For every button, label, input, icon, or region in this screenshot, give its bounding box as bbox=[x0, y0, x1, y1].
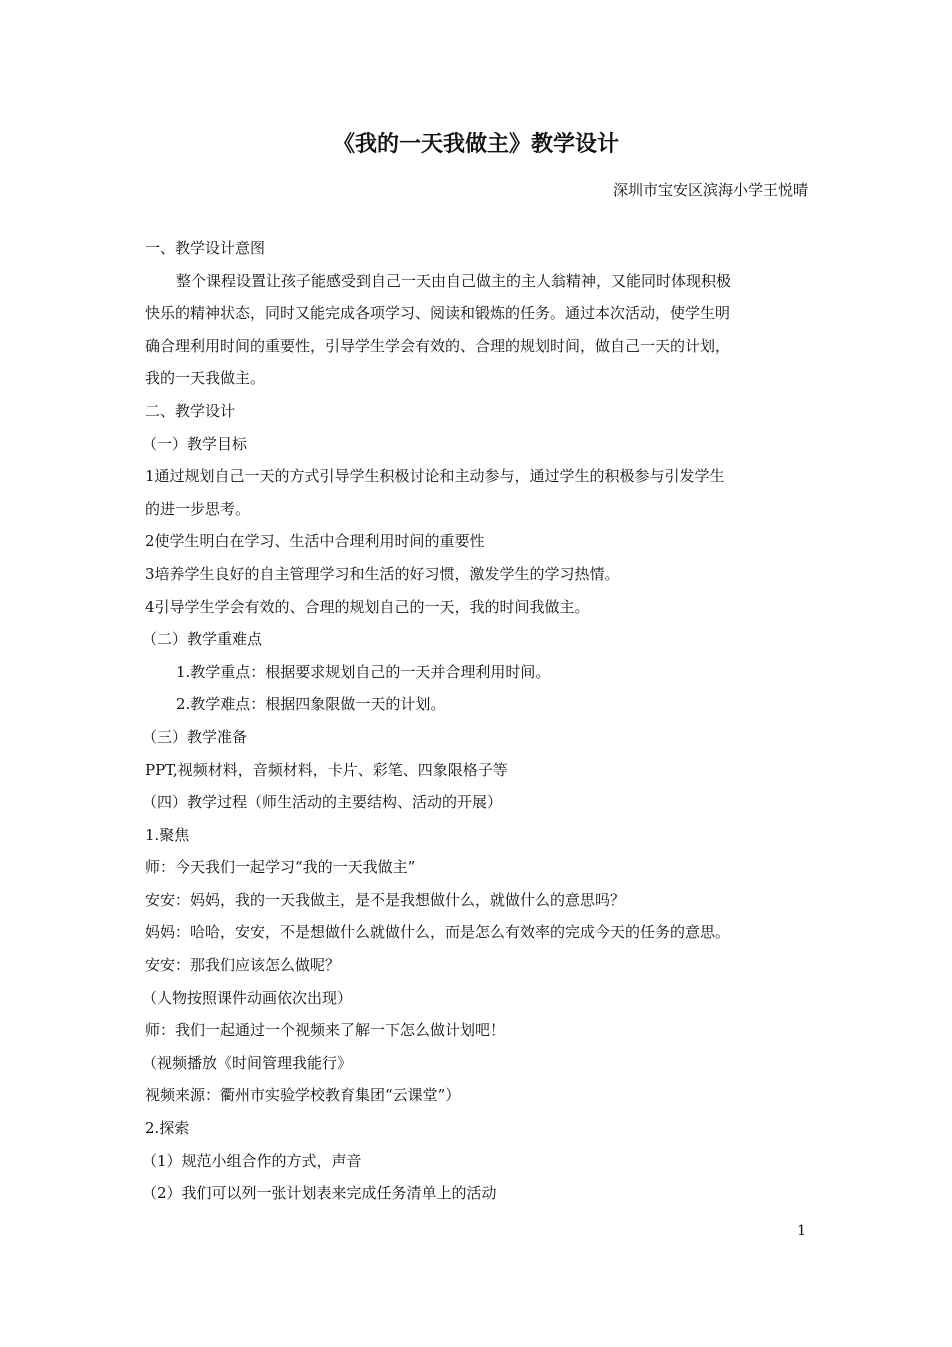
goal-item: 3培养学生良好的自主管理学习和生活的好习惯，激发学生的学习热情。 bbox=[145, 564, 620, 583]
dialogue-line: 妈妈：哈哈，安安，不是想做什么就做什么，而是怎么有效率的完成今天的任务的意思。 bbox=[145, 923, 731, 942]
goal-item: 2使学生明白在学习、生活中合理利用时间的重要性 bbox=[145, 532, 485, 551]
goal-item: 1通过规划自己一天的方式引导学生积极讨论和主动参与，通过学生的积极参与引发学生 bbox=[145, 467, 725, 486]
stage-direction: （人物按照课件动画依次出现） bbox=[142, 988, 353, 1007]
dialogue-line: 师：我们一起通过一个视频来了解一下怎么做计划吧！ bbox=[145, 1021, 506, 1040]
step-heading: 2.探索 bbox=[145, 1119, 190, 1138]
paragraph-line: 我的一天我做主。 bbox=[145, 369, 266, 388]
goal-item-continued: 的进一步思考。 bbox=[145, 499, 251, 518]
materials-line: PPT,视频材料，音频材料，卡片、彩笔、四象限格子等 bbox=[145, 760, 508, 779]
author-line: 深圳市宝安区滨海小学王悦晴 bbox=[612, 181, 808, 199]
subsection-heading: （一）教学目标 bbox=[142, 434, 248, 453]
goal-item: 4引导学生学会有效的、合理的规划自己的一天，我的时间我做主。 bbox=[145, 597, 590, 616]
key-point-item: 1.教学重点：根据要求规划自己的一天并合理利用时间。 bbox=[176, 662, 551, 681]
subsection-heading: （四）教学过程（师生活动的主要结构、活动的开展） bbox=[142, 793, 503, 812]
subsection-heading: （二）教学重难点 bbox=[142, 630, 263, 649]
paragraph-line: 整个课程设置让孩子能感受到自己一天由自己做主的主人翁精神，又能同时体现积极 bbox=[176, 271, 732, 290]
document-title: 《我的一天我做主》教学设计 bbox=[332, 131, 619, 157]
paragraph-line: 快乐的精神状态，同时又能完成各项学习、阅读和锻炼的任务。通过本次活动，使学生明 bbox=[145, 304, 731, 323]
activity-item: （1）规范小组合作的方式，声音 bbox=[142, 1151, 362, 1170]
section-heading-2: 二、教学设计 bbox=[145, 401, 236, 420]
step-heading: 1.聚焦 bbox=[145, 825, 190, 844]
document-body bbox=[142, 232, 810, 1210]
dialogue-line: 安安：妈妈，我的一天我做主，是不是我想做什么，就做什么的意思吗？ bbox=[145, 890, 626, 909]
paragraph-line: 确合理利用时间的重要性，引导学生学会有效的、合理的规划时间，做自己一天的计划， bbox=[145, 336, 731, 355]
dialogue-line: 安安：那我们应该怎么做呢？ bbox=[145, 956, 341, 975]
stage-direction: （视频播放《时间管理我能行》 bbox=[142, 1053, 353, 1072]
video-source-line: 视频来源：衢州市实验学校教育集团“云课堂”） bbox=[145, 1086, 461, 1105]
dialogue-line: 师：今天我们一起学习“我的一天我做主” bbox=[145, 858, 416, 877]
section-heading-1: 一、教学设计意图 bbox=[145, 239, 266, 257]
key-point-item: 2.教学难点：根据四象限做一天的计划。 bbox=[176, 695, 446, 714]
page-number: 1 bbox=[797, 1223, 806, 1239]
activity-item: （2）我们可以列一张计划表来完成任务清单上的活动 bbox=[142, 1184, 497, 1203]
subsection-heading: （三）教学准备 bbox=[142, 727, 248, 746]
